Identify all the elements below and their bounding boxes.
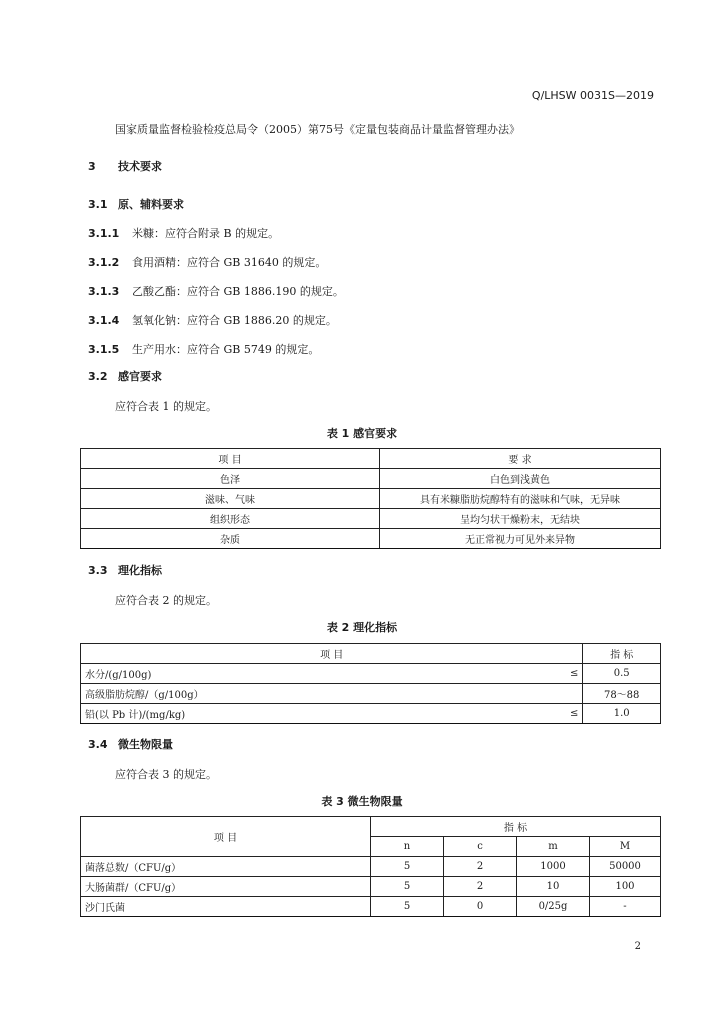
standard-number: Q/LHSW 0031S—2019 bbox=[531, 89, 654, 102]
table-cell: 高级脂肪烷醇/（g/100g） bbox=[81, 684, 557, 704]
item-text: 氢氧化钠：应符合 GB 1886.20 的规定。 bbox=[132, 314, 337, 327]
item-text: 乙酸乙酯：应符合 GB 1886.190 的规定。 bbox=[132, 285, 344, 298]
section-title: 原、辅料要求 bbox=[118, 198, 184, 211]
table-2-caption: 表 2 理化指标 bbox=[326, 621, 398, 634]
paragraph: 应符合表 2 的规定。 bbox=[115, 594, 217, 607]
table-row bbox=[81, 469, 661, 489]
section-3-heading bbox=[88, 158, 162, 174]
table-cell: 沙门氏菌 bbox=[81, 897, 371, 917]
table-cell: 大肠菌群/（CFU/g） bbox=[81, 877, 371, 897]
table-cell: 5 bbox=[371, 857, 444, 877]
header-cell: 要 求 bbox=[380, 449, 661, 469]
item-number: 3.1.3 bbox=[88, 285, 120, 298]
table-cell: ≤ bbox=[556, 704, 583, 724]
paragraph: 应符合表 1 的规定。 bbox=[115, 400, 217, 413]
table-cell: 100 bbox=[590, 877, 661, 897]
header-cell: n bbox=[371, 837, 444, 857]
requirement-item bbox=[88, 312, 337, 328]
section-title: 技术要求 bbox=[118, 160, 162, 173]
section-3-3-heading bbox=[88, 562, 162, 578]
page-number: 2 bbox=[634, 941, 641, 952]
item-text: 米糠：应符合附录 B 的规定。 bbox=[132, 227, 280, 240]
table-cell: ≤ bbox=[556, 664, 583, 684]
section-title: 理化指标 bbox=[118, 564, 162, 577]
table-cell: 菌落总数/（CFU/g） bbox=[81, 857, 371, 877]
table-cell: 0 bbox=[444, 897, 517, 917]
section-number: 3 bbox=[88, 160, 96, 173]
paragraph: 应符合表 3 的规定。 bbox=[115, 768, 217, 781]
table-cell: 1.0 bbox=[583, 704, 661, 724]
table-row bbox=[81, 877, 661, 897]
requirement-item bbox=[88, 225, 279, 241]
table-row bbox=[81, 664, 661, 684]
section-title: 感官要求 bbox=[118, 370, 162, 383]
table-cell bbox=[556, 684, 583, 704]
header-cell: 项 目 bbox=[81, 449, 380, 469]
table-header-row bbox=[81, 644, 661, 664]
item-number: 3.1.1 bbox=[88, 227, 120, 240]
header-cell: 指 标 bbox=[583, 644, 661, 664]
section-3-2-heading bbox=[88, 368, 162, 384]
table-cell: 组织形态 bbox=[81, 509, 380, 529]
item-number: 3.1.5 bbox=[88, 343, 120, 356]
table-row bbox=[81, 489, 661, 509]
table-cell: 78～88 bbox=[583, 684, 661, 704]
table-cell: 10 bbox=[517, 877, 590, 897]
header-cell: 指 标 bbox=[371, 817, 661, 837]
section-3-1-heading bbox=[88, 196, 184, 212]
header-cell: m bbox=[517, 837, 590, 857]
section-number: 3.1 bbox=[88, 198, 108, 211]
table-cell: 0.5 bbox=[583, 664, 661, 684]
table-cell: 呈均匀状干燥粉末，无结块 bbox=[380, 509, 661, 529]
table-row bbox=[81, 704, 661, 724]
section-title: 微生物限量 bbox=[118, 738, 173, 751]
table-cell: 5 bbox=[371, 877, 444, 897]
requirement-item bbox=[88, 341, 319, 357]
table-cell: 5 bbox=[371, 897, 444, 917]
table-cell: 滋味、气味 bbox=[81, 489, 380, 509]
table-row bbox=[81, 857, 661, 877]
table-cell: 铅(以 Pb 计)/(mg/kg) bbox=[81, 704, 557, 724]
section-number: 3.2 bbox=[88, 370, 108, 383]
item-number: 3.1.4 bbox=[88, 314, 120, 327]
table-cell: - bbox=[590, 897, 661, 917]
item-text: 生产用水：应符合 GB 5749 的规定。 bbox=[132, 343, 320, 356]
table-row bbox=[81, 529, 661, 549]
table-cell: 1000 bbox=[517, 857, 590, 877]
reference-line: 国家质量监督检验检疫总局令（2005）第75号《定量包装商品计量监督管理办法》 bbox=[115, 123, 520, 136]
table-cell: 色泽 bbox=[81, 469, 380, 489]
table-3-caption: 表 3 微生物限量 bbox=[321, 795, 403, 808]
section-number: 3.4 bbox=[88, 738, 108, 751]
requirement-item bbox=[88, 283, 344, 299]
table-cell: 2 bbox=[444, 877, 517, 897]
table-cell: 杂质 bbox=[81, 529, 380, 549]
table-cell: 白色到浅黄色 bbox=[380, 469, 661, 489]
table-cell: 具有米糠脂肪烷醇特有的滋味和气味，无异味 bbox=[380, 489, 661, 509]
section-number: 3.3 bbox=[88, 564, 108, 577]
table-1 bbox=[80, 448, 661, 549]
table-row bbox=[81, 897, 661, 917]
table-row bbox=[81, 509, 661, 529]
table-header-row bbox=[81, 449, 661, 469]
table-cell: 0/25g bbox=[517, 897, 590, 917]
table-cell: 水分/(g/100g) bbox=[81, 664, 557, 684]
item-text: 食用酒精：应符合 GB 31640 的规定。 bbox=[132, 256, 327, 269]
table-cell: 2 bbox=[444, 857, 517, 877]
table-1-caption: 表 1 感官要求 bbox=[326, 427, 398, 440]
table-3 bbox=[80, 816, 661, 917]
table-cell: 50000 bbox=[590, 857, 661, 877]
header-cell: M bbox=[590, 837, 661, 857]
header-cell: 项 目 bbox=[81, 644, 583, 664]
item-number: 3.1.2 bbox=[88, 256, 120, 269]
table-row bbox=[81, 684, 661, 704]
requirement-item bbox=[88, 254, 326, 270]
table-header-row bbox=[81, 817, 661, 837]
header-cell: 项 目 bbox=[81, 817, 371, 857]
table-2 bbox=[80, 643, 661, 724]
header-cell: c bbox=[444, 837, 517, 857]
table-cell: 无正常视力可见外来异物 bbox=[380, 529, 661, 549]
section-3-4-heading bbox=[88, 736, 173, 752]
